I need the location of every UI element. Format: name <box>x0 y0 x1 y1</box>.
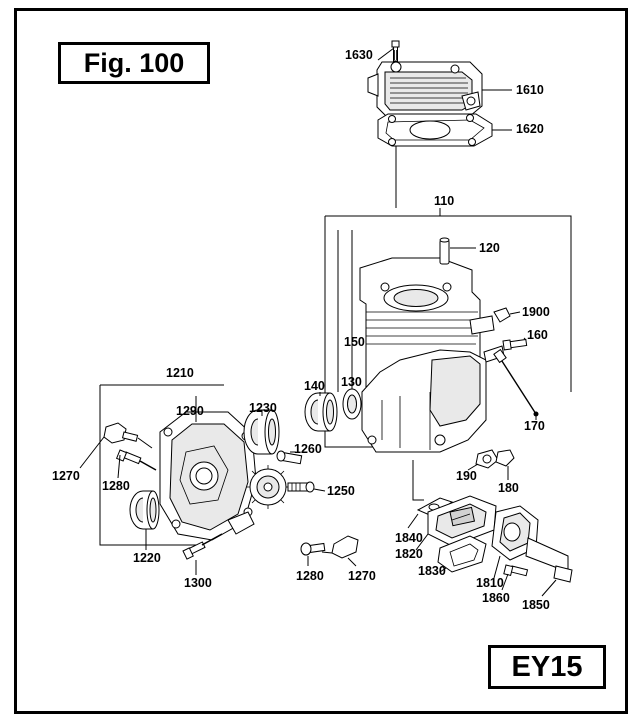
label-1220: 1220 <box>133 551 161 565</box>
label-1620: 1620 <box>516 122 544 136</box>
part-1220-bearing <box>130 491 159 529</box>
part-1610-cylinder-head <box>368 62 482 116</box>
label-1900: 1900 <box>522 305 550 319</box>
leader-1630 <box>378 48 394 60</box>
leader-1270-b <box>348 558 356 566</box>
label-1810: 1810 <box>476 576 504 590</box>
part-1270-oil-filler-cap <box>322 536 358 558</box>
part-190-bracket <box>476 450 498 468</box>
part-1270-oil-sensor <box>104 423 152 448</box>
part-1280-bolt-a <box>117 450 156 470</box>
part-1900-clip <box>494 308 510 322</box>
part-1850-stud <box>554 566 572 582</box>
label-1270-b: 1270 <box>348 569 376 583</box>
label-1860: 1860 <box>482 591 510 605</box>
label-1630: 1630 <box>345 48 373 62</box>
leader-1250 <box>314 489 325 491</box>
label-110: 110 <box>434 194 455 208</box>
label-170: 170 <box>524 419 545 433</box>
part-160-bolt <box>503 339 527 349</box>
label-1290: 1290 <box>176 404 204 418</box>
part-1250-governor-gear <box>246 465 314 509</box>
part-1280-bolt-b <box>301 543 325 555</box>
part-170-long-bolt <box>494 350 539 417</box>
label-1610: 1610 <box>516 83 544 97</box>
part-130-oil-seal <box>343 389 361 419</box>
label-1820: 1820 <box>395 547 423 561</box>
part-1810-muffler-cover <box>492 506 568 572</box>
part-120-dowel-pin <box>440 238 449 264</box>
part-1230-camshaft-gear <box>244 410 279 454</box>
label-1300: 1300 <box>184 576 212 590</box>
label-120: 120 <box>479 241 500 255</box>
label-1230: 1230 <box>249 401 277 415</box>
label-1840: 1840 <box>395 531 423 545</box>
label-180: 180 <box>498 481 519 495</box>
part-180-nut <box>496 450 514 466</box>
label-1280-a: 1280 <box>102 479 130 493</box>
muffler-group-box <box>413 460 424 500</box>
figure-title: Fig. 100 <box>83 47 185 78</box>
leader-1850 <box>542 580 556 596</box>
label-160: 160 <box>527 328 548 342</box>
model-badge: EY15 <box>511 650 583 683</box>
leader-1840 <box>408 514 418 528</box>
label-1830: 1830 <box>418 564 446 578</box>
label-1210: 1210 <box>166 366 194 380</box>
label-1250: 1250 <box>327 484 355 498</box>
label-130: 130 <box>341 375 362 389</box>
leader-1810 <box>494 556 500 578</box>
label-1850: 1850 <box>522 598 550 612</box>
label-190: 190 <box>456 469 477 483</box>
label-140: 140 <box>304 379 325 393</box>
label-150: 150 <box>344 335 365 349</box>
label-1280-b: 1280 <box>296 569 324 583</box>
part-1860-bolt <box>504 565 528 576</box>
part-140-main-bearing <box>305 393 337 431</box>
part-1620-head-gasket <box>378 114 492 146</box>
part-1630-bolt <box>392 41 399 61</box>
label-1270-a: 1270 <box>52 469 80 483</box>
leader-1900 <box>510 312 520 314</box>
label-1260: 1260 <box>294 442 322 456</box>
